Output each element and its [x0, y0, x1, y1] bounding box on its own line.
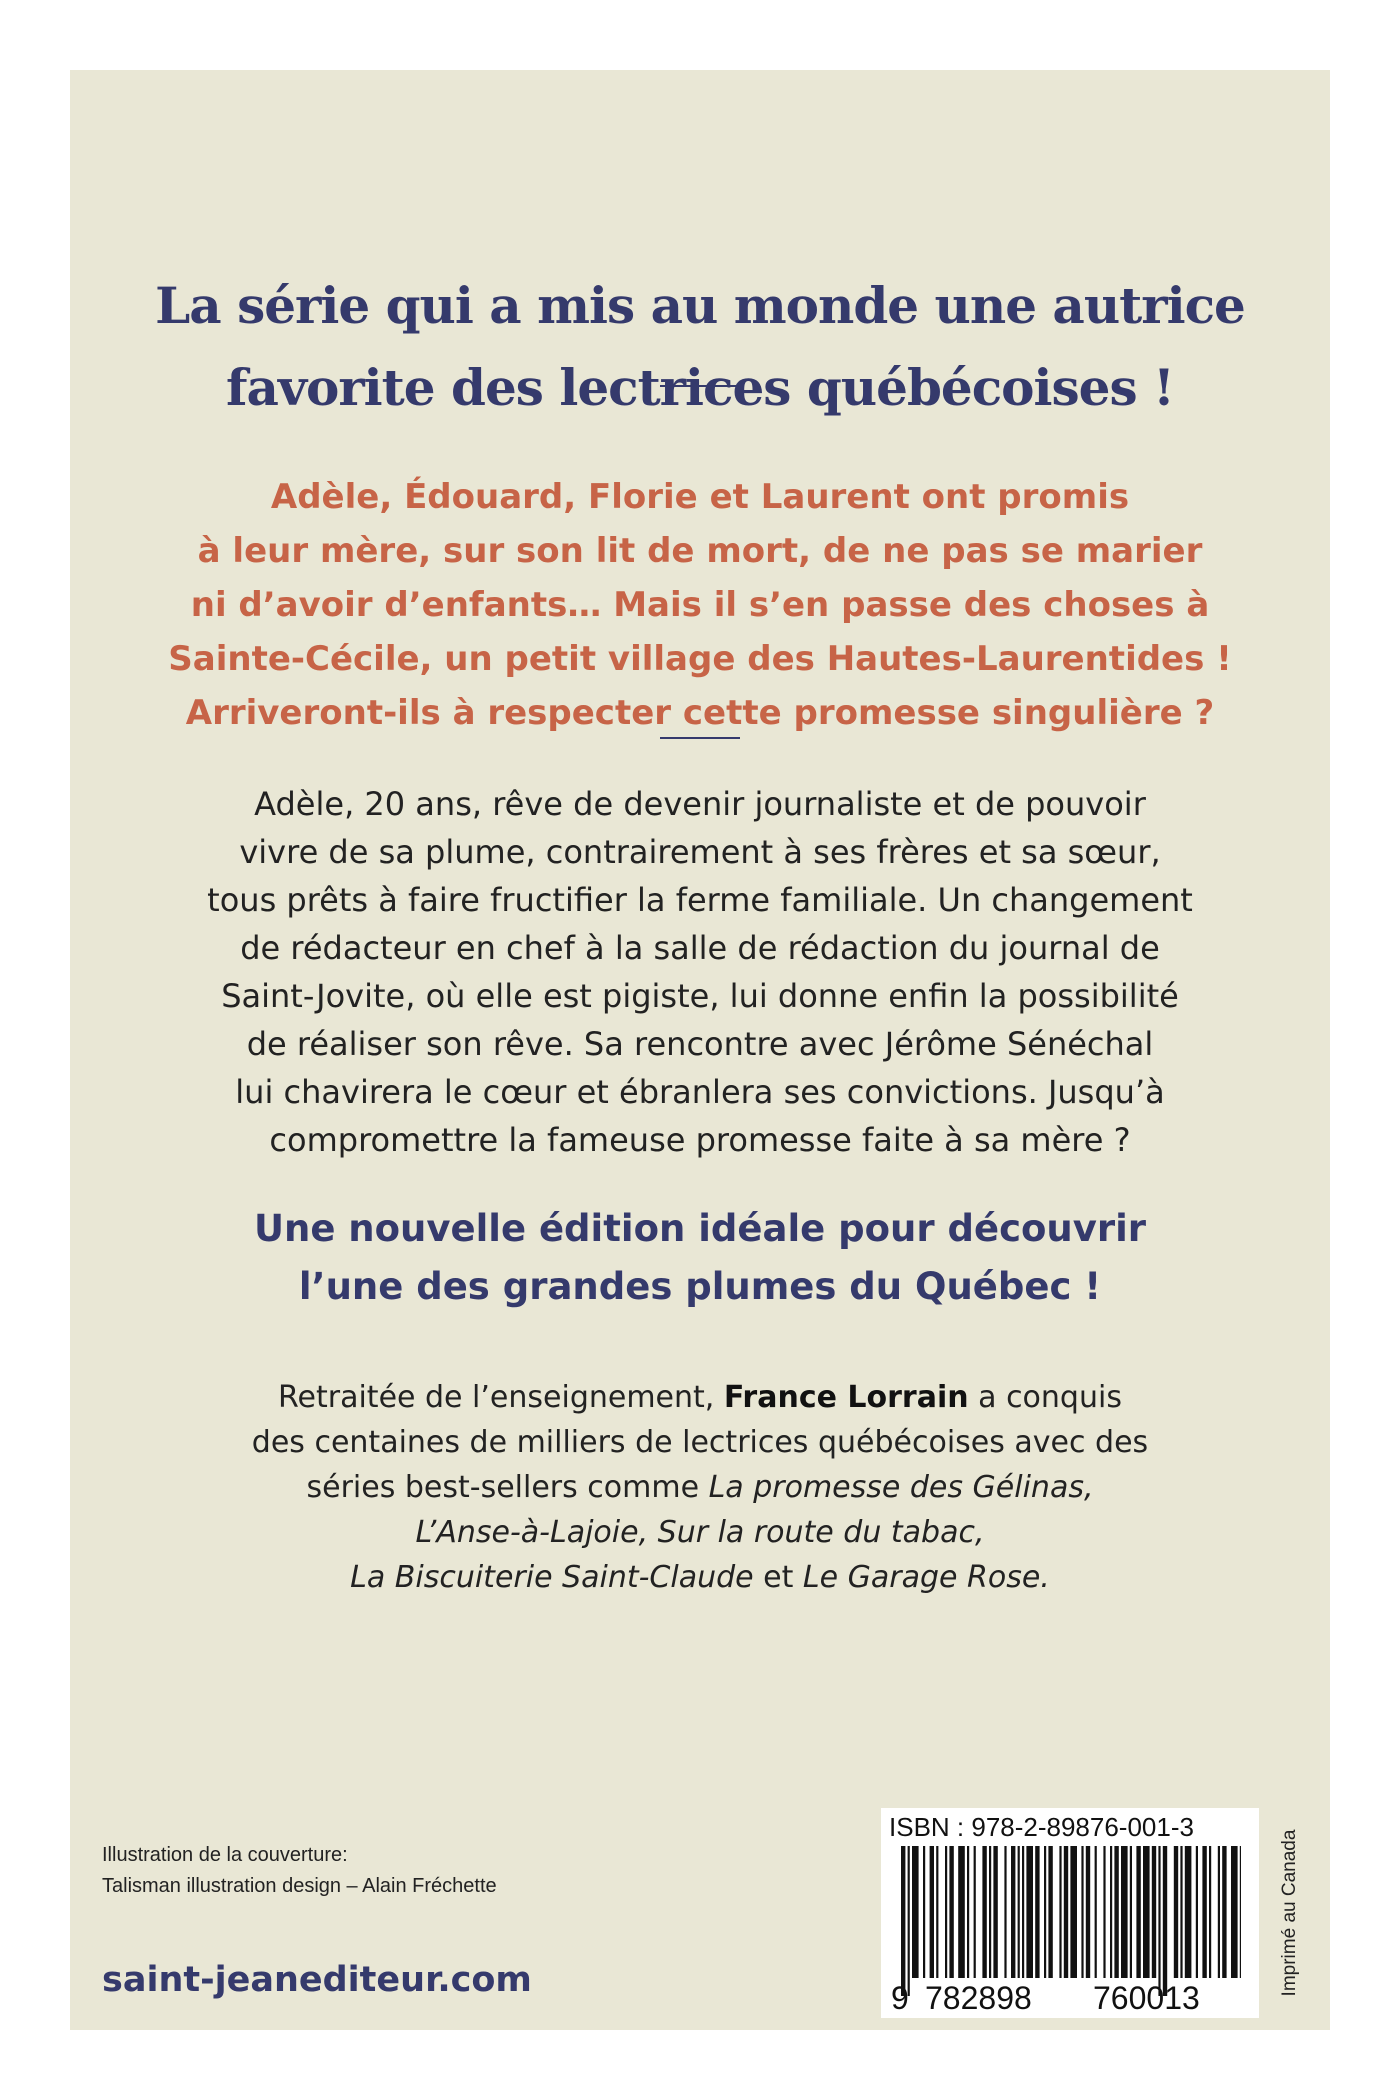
- summary-line: de rédacteur en chef à la salle de rédaction du journal de: [240, 929, 1160, 967]
- series-title: La Biscuiterie Saint-Claude: [350, 1560, 754, 1595]
- barcode-bar: [958, 1846, 965, 1978]
- barcode-bar: [936, 1846, 938, 1978]
- barcode-bar: [989, 1846, 991, 1978]
- barcode-bar: [1035, 1846, 1039, 1978]
- barcode-bar: [1121, 1846, 1128, 1978]
- series-title: La promesse des Gélinas,: [708, 1470, 1094, 1505]
- barcode-bar: [1059, 1846, 1061, 1978]
- barcode-bar: [1022, 1846, 1024, 1978]
- summary-line: vivre de sa plume, contrairement à ses frères et sa sœur,: [239, 833, 1161, 871]
- summary-line: de réaliser son rêve. Sa rencontre avec Jérôme Sénéchal: [246, 1025, 1154, 1063]
- barcode-bar: [1004, 1846, 1006, 1978]
- barcode-bar: [1103, 1846, 1105, 1978]
- barcode-bar: [1044, 1846, 1046, 1978]
- barcode-bars: [901, 1846, 1241, 1996]
- bio-text: Retraitée de l’enseignement,: [278, 1380, 724, 1415]
- divider-rule: [660, 737, 740, 739]
- credit-line: Illustration de la couverture:: [102, 1844, 348, 1866]
- teaser-line: ni d’avoir d’enfants… Mais il s’en passe des choses à: [190, 585, 1210, 625]
- bio-text: et: [753, 1560, 803, 1595]
- barcode-bar: [1202, 1846, 1206, 1978]
- barcode-bar: [1218, 1846, 1220, 1978]
- teaser-line: à leur mère, sur son lit de mort, de ne pas se marier: [197, 531, 1203, 571]
- summary-line: Saint-Jovite, où elle est pigiste, lui donne enfin la possibilité: [221, 977, 1179, 1015]
- author-name: France Lorrain: [723, 1380, 969, 1415]
- printed-in-label: [1270, 1808, 1310, 2018]
- illustration-credit: [102, 1840, 497, 1902]
- barcode-bar: [930, 1846, 934, 1978]
- barcode-bar: [1018, 1846, 1020, 1978]
- barcode-bar: [1064, 1846, 1068, 1978]
- barcode-bar: [1180, 1846, 1182, 1978]
- isbn-barcode: [881, 1808, 1259, 2018]
- bio-line: [70, 1555, 1330, 1600]
- teaser-paragraph: [70, 470, 1330, 740]
- bio-line: [70, 1465, 1330, 1510]
- isbn-label: ISBN : 978-2-89876-001-3: [889, 1812, 1194, 1842]
- divider-rule: [660, 385, 740, 387]
- barcode-bar: [1026, 1846, 1033, 1978]
- bio-line: [70, 1375, 1330, 1420]
- teaser-line: Arriveront-ils à respecter cette promesse singulière ?: [185, 693, 1215, 733]
- barcode-bar: [949, 1846, 953, 1978]
- barcode-bar: [1158, 1846, 1160, 1996]
- barcode-bar: [901, 1846, 905, 1996]
- barcode-bar: [912, 1846, 919, 1978]
- barcode-bar: [1174, 1846, 1178, 1978]
- credit-line: Talisman illustration design – Alain Fréchette: [102, 1875, 497, 1897]
- barcode-bar: [945, 1846, 947, 1978]
- barcode-bar: [1130, 1846, 1132, 1978]
- barcode-bar: [1163, 1846, 1167, 1996]
- printed-in-text: Imprimé au Canada: [1279, 1829, 1300, 1997]
- bio-text: séries best-sellers comme: [306, 1470, 709, 1505]
- headline: [70, 265, 1330, 429]
- summary-line: Adèle, 20 ans, rêve de devenir journaliste et de pouvoir: [254, 785, 1146, 823]
- barcode-bar: [1110, 1846, 1112, 1978]
- barcode-bar: [1011, 1846, 1015, 1978]
- barcode-bar: [1152, 1846, 1156, 1978]
- headline-line: La série qui a mis au monde une autrice: [155, 276, 1245, 335]
- bio-line: des centaines de milliers de lectrices québécoises avec des: [251, 1425, 1149, 1460]
- summary-line: compromettre la fameuse promesse faite à sa mère ?: [269, 1121, 1131, 1159]
- bio-text: a conquis: [968, 1380, 1122, 1415]
- barcode-digits-right: 760013: [1093, 1980, 1200, 2016]
- teaser-line: Sainte-Cécile, un petit village des Hautes-Laurentides !: [168, 639, 1232, 679]
- barcode-bar: [1114, 1846, 1118, 1978]
- barcode-bar: [967, 1846, 969, 1978]
- summary-line: tous prêts à faire fructifier la ferme familiale. Un changement: [207, 881, 1193, 919]
- barcode-bar: [982, 1846, 986, 1978]
- barcode-digit-first: 9: [891, 1980, 909, 2016]
- barcode-bar: [1048, 1846, 1052, 1978]
- series-title: L’Anse-à-Lajoie, Sur la route du tabac,: [415, 1515, 985, 1550]
- tagline: [70, 1200, 1330, 1316]
- barcode-bar: [1196, 1846, 1198, 1978]
- barcode-bar: [1185, 1846, 1192, 1978]
- barcode-bar: [908, 1846, 910, 1996]
- barcode-bar: [1222, 1846, 1226, 1978]
- barcode-bar: [1240, 1846, 1241, 1978]
- barcode-bar: [993, 1846, 997, 1978]
- publisher-website[interactable]: saint-jeanediteur.com: [102, 1960, 532, 2000]
- barcode-bar: [923, 1846, 925, 1978]
- author-bio: [70, 1375, 1330, 1600]
- headline-line: favorite des lectrices québécoises !: [226, 358, 1174, 417]
- barcode-bar: [1095, 1846, 1097, 1978]
- barcode-bar: [1231, 1846, 1238, 1978]
- barcode-bar: [974, 1846, 976, 1978]
- summary-paragraph: [70, 780, 1330, 1164]
- barcode-digits-left: 782898: [925, 1980, 1032, 2016]
- barcode-bar: [1070, 1846, 1077, 1978]
- teaser-line: Adèle, Édouard, Florie et Laurent ont promis: [270, 477, 1130, 517]
- barcode-bar: [1081, 1846, 1083, 1978]
- summary-line: lui chavirera le cœur et ébranlera ses convictions. Jusqu’à: [235, 1073, 1165, 1111]
- barcode-bar: [1136, 1846, 1140, 1978]
- back-cover-panel: [70, 70, 1330, 2030]
- tagline-line: Une nouvelle édition idéale pour découvrir: [253, 1207, 1147, 1250]
- barcode-bar: [1209, 1846, 1211, 1978]
- barcode-bar: [1143, 1846, 1150, 1978]
- series-title: Le Garage Rose.: [802, 1560, 1050, 1595]
- tagline-line: l’une des grandes plumes du Québec !: [298, 1265, 1102, 1308]
- bio-line: [70, 1510, 1330, 1555]
- barcode-bar: [1086, 1846, 1090, 1978]
